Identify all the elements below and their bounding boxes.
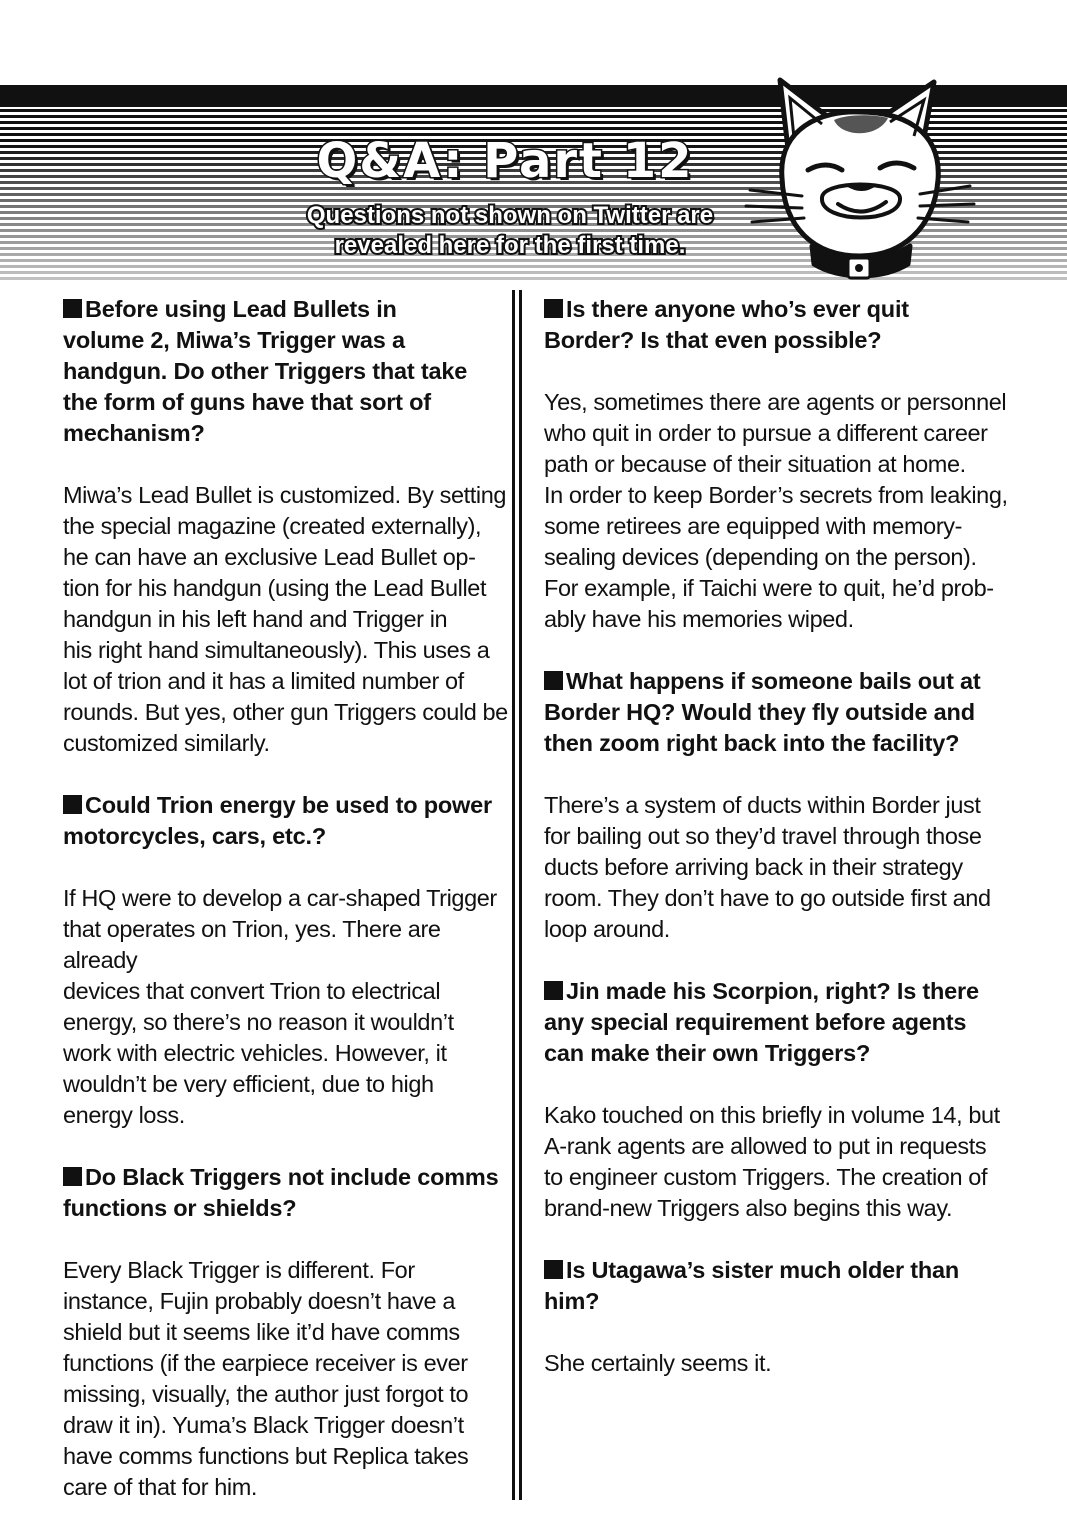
subtitle-line-2: revealed here for the first time. — [334, 232, 686, 259]
square-bullet-icon — [544, 1260, 563, 1279]
question-4-text: Is there anyone who’s ever quit Border? Is that even possible? — [544, 296, 909, 353]
question-4 — [544, 294, 1014, 356]
question-7-text: Is Utagawa’s sister much older than him? — [544, 1257, 960, 1314]
answer-7: She certainly seems it. — [544, 1350, 772, 1376]
question-6-text: Jin made his Scorpion, right? Is there any special requirement before agents can make their own Triggers? — [544, 978, 979, 1066]
answer-6: Kako touched on this briefly in volume 14, but A-rank agents are allowed to put in requests to engineer custom Triggers. The creation of brand-new Triggers also begins this way. — [544, 1102, 1000, 1221]
question-1-text: Before using Lead Bullets in volume 2, Miwa’s Trigger was a handgun. Do other Triggers that take the form of guns have that sort of mechanism? — [63, 296, 468, 446]
square-bullet-icon — [544, 671, 563, 690]
answer-4: Yes, sometimes there are agents or personnel who quit in order to pursue a different career path or because of their situation at home. In order to keep Border’s secrets from leaking, some retirees are equipped with memory- sealing devices (depending on the person). For example, if Taichi were to quit, he’d prob- ably have his memories wiped. — [544, 389, 1008, 632]
question-5-text: What happens if someone bails out at Border HQ? Would they fly outside and then zoom right back into the facility? — [544, 668, 981, 756]
page-title: Q&A: Part 12 — [316, 133, 694, 189]
square-bullet-icon — [63, 1167, 82, 1186]
square-bullet-icon — [544, 299, 563, 318]
square-bullet-icon — [63, 795, 82, 814]
question-2 — [63, 790, 513, 852]
question-5 — [544, 666, 1014, 759]
right-column — [544, 294, 1014, 1410]
left-column — [63, 294, 513, 1534]
question-2-text: Could Trion energy be used to power motorcycles, cars, etc.? — [63, 792, 492, 849]
cat-mascot-icon — [742, 68, 977, 288]
answer-2: If HQ were to develop a car-shaped Trigger that operates on Trion, yes. There are already devices that convert Trion to electrical energy, so there’s no reason it wouldn’t work with electric vehicles. However, it wouldn’t be very efficient, due to high energy loss. — [63, 885, 497, 1128]
square-bullet-icon — [63, 299, 82, 318]
question-7 — [544, 1255, 1014, 1317]
question-6 — [544, 976, 1014, 1069]
answer-1: Miwa’s Lead Bullet is customized. By setting the special magazine (created externally), he can have an exclusive Lead Bullet op- tion for his handgun (using the Lead Bullet handgun in his left hand and Trigger in his right hand simultaneously). This uses a lot of trion and it has a limited number of rounds. But yes, other gun Triggers could be customized similarly. — [63, 482, 508, 756]
column-divider — [512, 290, 524, 1500]
question-3 — [63, 1162, 513, 1224]
question-3-text: Do Black Triggers not include comms functions or shields? — [63, 1164, 499, 1221]
answer-3: Every Black Trigger is different. For instance, Fujin probably doesn’t have a shield but it seems like it’d have comms functions (if the earpiece receiver is ever missing, visually, the author just forgot to draw it in). Yuma’s Black Trigger doesn’t have comms functions but Replica takes care of that for him. — [63, 1257, 469, 1500]
square-bullet-icon — [544, 981, 563, 1000]
page-subtitle — [260, 201, 760, 261]
question-1 — [63, 294, 513, 449]
subtitle-line-1: Questions not shown on Twitter are — [306, 202, 714, 229]
answer-5: There’s a system of ducts within Border just for bailing out so they’d travel through those ducts before arriving back in their strategy room. They don’t have to go outside first and loop around. — [544, 792, 991, 942]
